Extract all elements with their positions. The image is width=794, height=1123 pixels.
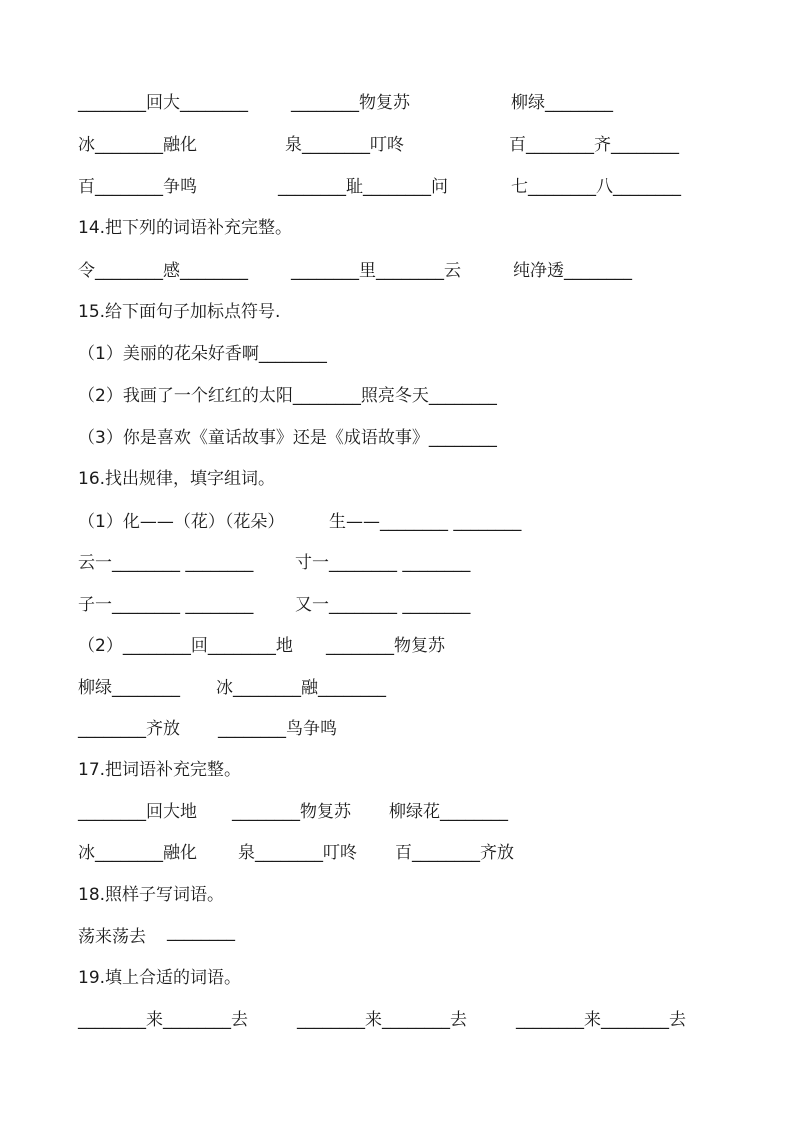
line-19: [0, 838, 794, 862]
example-text: （1）化——（花）（花朵）: [78, 512, 285, 532]
idiom-blank: 令________感________: [78, 261, 248, 281]
sentence-text: （2）我画了一个红红的太阳________照亮冬天________: [78, 386, 497, 406]
line-12: [0, 548, 794, 572]
idiom-blank: 纯净透________: [513, 261, 632, 281]
line-2: [0, 130, 794, 154]
question-title: 15.给下面句子加标点符号.: [78, 302, 281, 322]
idiom-blank: 百________争鸣: [78, 177, 197, 197]
idiom-blank: ________物复苏: [291, 93, 410, 113]
sentence-text: （3）你是喜欢《童话故事》还是《成语故事》________: [78, 428, 497, 448]
line-23: [0, 1005, 794, 1029]
idiom-blank: 柳绿花________: [389, 802, 508, 822]
idiom-blank: ________回大________: [78, 93, 248, 113]
sentence-text: （1）美丽的花朵好香啊________: [78, 344, 327, 364]
line-13: [0, 590, 794, 614]
question-17-heading: [0, 755, 794, 779]
word-blank: ________来________去: [78, 1010, 248, 1030]
idiom-blank: 冰________融化: [78, 135, 197, 155]
line-1: [0, 88, 794, 112]
word-blank: ________来________去: [516, 1010, 686, 1030]
idiom-blank: 泉________叮咚: [285, 135, 404, 155]
idiom-blank: 冰________融________: [216, 678, 386, 698]
sentence-1: [0, 339, 794, 363]
line-15: [0, 673, 794, 697]
line-21: [0, 922, 794, 946]
line-5: [0, 256, 794, 280]
idiom-blank: 柳绿________: [511, 93, 613, 113]
question-14-heading: [0, 213, 794, 237]
example-text: 荡来荡去: [78, 927, 146, 947]
line-16: [0, 714, 794, 738]
idiom-blank: ________鸟争鸣: [218, 719, 337, 739]
word-blank: ________: [167, 922, 235, 942]
idiom-blank: 百________齐放: [395, 843, 514, 863]
line-14: [0, 631, 794, 655]
idiom-blank: ________齐放: [78, 719, 180, 739]
line-11: [0, 507, 794, 531]
idiom-blank: 百________齐________: [509, 135, 679, 155]
line-18: [0, 797, 794, 821]
idiom-blank: ________物复苏: [326, 636, 445, 656]
question-16-heading: [0, 464, 794, 488]
idiom-blank: 泉________叮咚: [238, 843, 357, 863]
word-blank: 又一________ ________: [295, 595, 471, 615]
idiom-blank: ________回大地: [78, 802, 197, 822]
question-19-heading: [0, 963, 794, 987]
question-title: 19.填上合适的词语。: [78, 968, 242, 988]
question-18-heading: [0, 880, 794, 904]
word-blank: 寸一________ ________: [295, 553, 471, 573]
question-title: 18.照样子写词语。: [78, 885, 225, 905]
idiom-blank: 柳绿________: [78, 678, 180, 698]
word-blank: 云一________ ________: [78, 553, 254, 573]
idiom-blank: ________里________云: [291, 261, 461, 281]
sentence-3: [0, 423, 794, 447]
idiom-blank: ________物复苏: [232, 802, 351, 822]
idiom-blank: 冰________融化: [78, 843, 197, 863]
line-3: [0, 172, 794, 196]
word-blank: 子一________ ________: [78, 595, 254, 615]
idiom-blank: （2）________回________地: [78, 636, 293, 656]
question-15-heading: [0, 297, 794, 321]
question-title: 16.找出规律，填字组词。: [78, 469, 276, 489]
question-title: 14.把下列的词语补充完整。: [78, 218, 293, 238]
question-title: 17.把词语补充完整。: [78, 760, 242, 780]
sentence-2: [0, 381, 794, 405]
idiom-blank: 七________八________: [511, 177, 681, 197]
word-blank: 生——________ ________: [329, 512, 522, 532]
word-blank: ________来________去: [297, 1010, 467, 1030]
idiom-blank: ________耻________问: [278, 177, 448, 197]
